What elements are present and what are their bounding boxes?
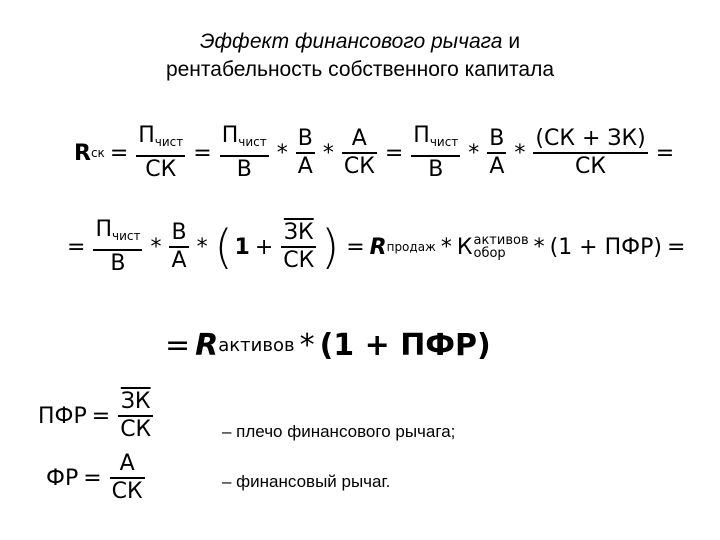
p-symbol: П xyxy=(221,123,239,148)
mult-sign: * xyxy=(150,234,162,260)
v-numerator: В xyxy=(171,220,187,245)
k-indices xyxy=(473,234,528,260)
mult-sign: * xyxy=(514,140,526,166)
r-sub-sk: ск xyxy=(90,146,105,160)
right-paren: ) xyxy=(321,220,340,274)
eq-sign: = xyxy=(83,465,102,491)
p-sub: чист xyxy=(429,135,459,149)
v-denominator: В xyxy=(220,155,269,182)
v-denominator: В xyxy=(93,249,142,276)
eq-sign: = xyxy=(91,403,111,429)
fraction-v-a-3 xyxy=(169,221,188,273)
equation-row-2 xyxy=(62,218,690,276)
fraction-a-sk-def xyxy=(110,452,145,504)
mult-sign: * xyxy=(440,234,452,260)
eq-sign: = xyxy=(655,140,675,166)
zk-numerator: ЗК xyxy=(120,389,151,414)
fraction-p-sk xyxy=(136,124,185,182)
fraction-v-a xyxy=(296,127,315,179)
eq-sign: = xyxy=(165,328,191,363)
k-sup: активов xyxy=(473,233,529,248)
r-sub-prodazh: продаж xyxy=(386,240,436,254)
fraction-zk-sk xyxy=(281,221,316,273)
fraction-a-sk xyxy=(342,127,377,179)
p-symbol: П xyxy=(138,123,155,148)
zk-numerator: ЗК xyxy=(283,220,314,245)
one-plus-pfr: (1 + ПФР) xyxy=(319,328,491,363)
k-symbol: К xyxy=(456,234,473,260)
p-sub: чист xyxy=(154,135,184,149)
r-symbol: R xyxy=(195,328,219,363)
mult-sign: * xyxy=(468,140,480,166)
fr-definition xyxy=(46,452,148,504)
equation-row-1 xyxy=(74,124,679,182)
fr-symbol: ФР xyxy=(46,465,79,491)
k-sub: обор xyxy=(473,246,506,261)
eq-sign: = xyxy=(666,234,686,260)
p-symbol: П xyxy=(413,123,430,148)
fraction-p-v-3 xyxy=(93,218,142,276)
mult-sign: * xyxy=(196,234,208,260)
p-symbol: П xyxy=(95,217,112,242)
mult-sign: * xyxy=(299,328,315,363)
v-denominator: В xyxy=(411,155,460,182)
a-numerator: А xyxy=(119,451,135,476)
equation-row-3 xyxy=(160,328,491,363)
pfr-definition xyxy=(38,390,156,442)
title-line2: рентабельность собственного капитала xyxy=(165,58,555,81)
title-italic: Эффект финансового рычага xyxy=(199,30,503,53)
fraction-p-v-2 xyxy=(411,124,460,182)
mult-sign: * xyxy=(533,234,545,260)
sk-denominator: СК xyxy=(111,479,143,504)
eq-sign: = xyxy=(384,140,404,166)
fraction-zk-sk-def xyxy=(118,390,153,442)
fraction-skzk-sk xyxy=(533,127,647,179)
one: 1 xyxy=(234,234,250,260)
sk-denominator: СК xyxy=(533,152,647,179)
sk-denominator: СК xyxy=(283,248,315,273)
fr-description: – финансовый рычаг. xyxy=(222,472,391,491)
a-denominator: А xyxy=(169,246,188,273)
eq-sign: = xyxy=(346,234,365,260)
slide-title xyxy=(0,28,720,84)
a-denominator: А xyxy=(487,152,506,179)
pfr-description: – плечо финансового рычага; xyxy=(222,422,456,441)
r-sub-aktivov: активов xyxy=(218,335,295,356)
fraction-p-v xyxy=(220,124,269,182)
p-sub: чист xyxy=(111,229,141,243)
eq-sign: = xyxy=(67,234,86,260)
a-denominator: А xyxy=(296,152,315,179)
sk-denominator: СК xyxy=(120,417,152,442)
one-plus-pfr: (1 + ПФР) xyxy=(549,234,662,260)
plus-sign: + xyxy=(254,234,274,260)
eq-sign: = xyxy=(193,140,212,166)
r-symbol: R xyxy=(74,140,91,166)
p-sub: чист xyxy=(238,135,267,149)
v-numerator: В xyxy=(297,126,313,151)
sk-plus-zk-numerator: (СК + ЗК) xyxy=(535,126,646,151)
pfr-symbol: ПФР xyxy=(38,403,87,429)
left-paren: ( xyxy=(214,220,233,274)
v-numerator: В xyxy=(489,126,505,151)
mult-sign: * xyxy=(276,140,288,166)
fraction-v-a-2 xyxy=(487,127,506,179)
title-rest: и xyxy=(502,30,521,53)
mult-sign: * xyxy=(322,140,334,166)
sk-denominator: СК xyxy=(343,154,375,179)
eq-sign: = xyxy=(109,140,129,166)
r-symbol: R xyxy=(369,234,387,260)
a-numerator: А xyxy=(351,126,367,151)
sk-denominator: СК xyxy=(136,155,185,182)
